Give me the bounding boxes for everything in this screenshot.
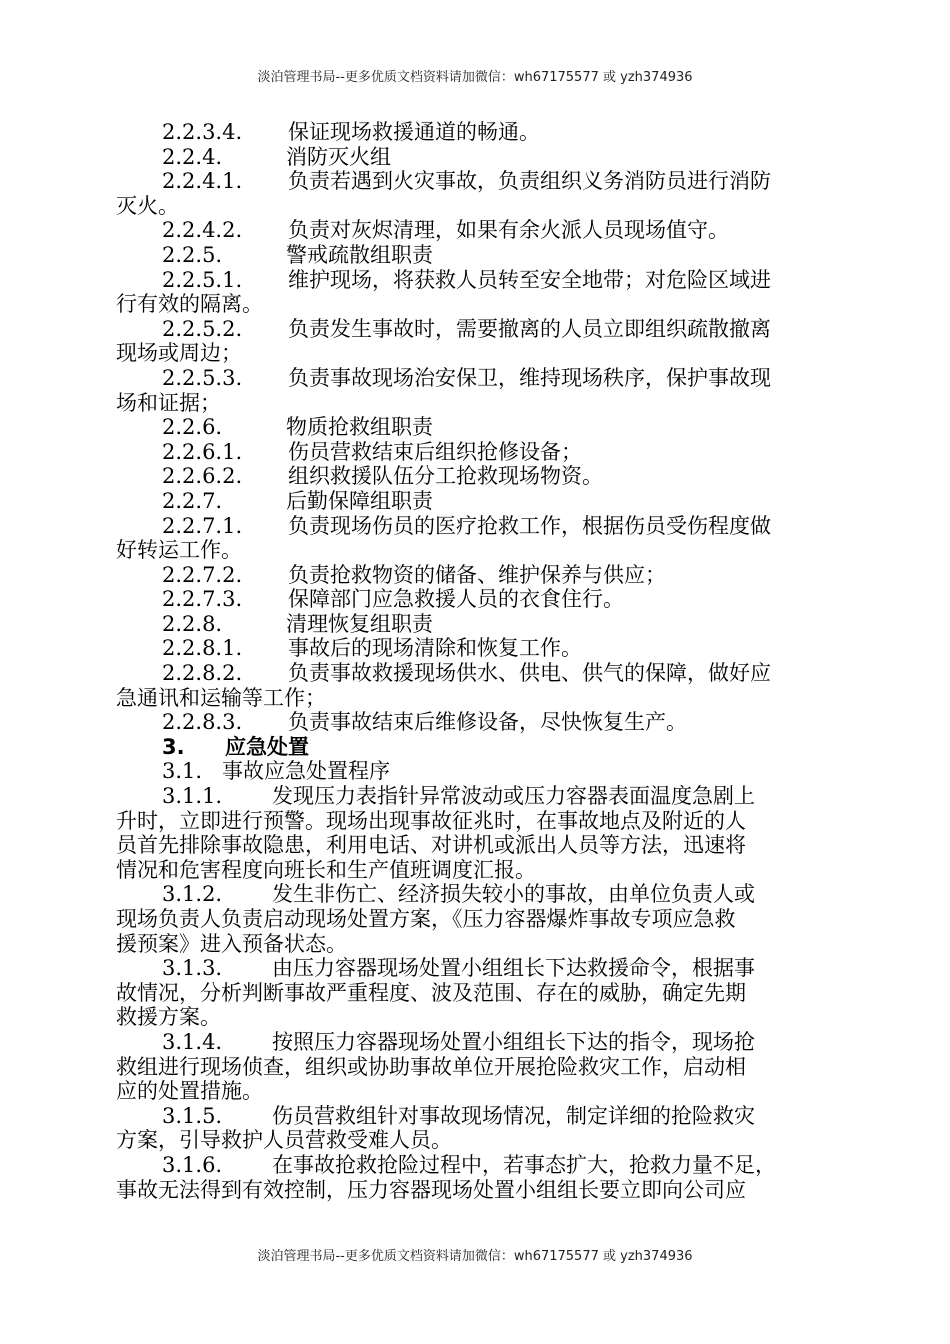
section-number: 2.2.5.3. [162,365,243,390]
line-text: 事故无法得到有效控制，压力容器现场处置小组组长要立即向公司应 [116,1177,746,1202]
section-number: 3.1. [162,759,203,784]
line-text: 升时，立即进行预警。现场出现事故征兆时，在事故地点及附近的人 [116,808,746,833]
document-body [116,120,836,1202]
line-text: 负责对灰烬清理，如果有余火派人员现场值守。 [288,218,729,243]
paragraph-continuation-line [116,981,836,1006]
section-number: 3.1.5. [162,1103,223,1128]
section-number: 2.2.6.2. [162,464,243,489]
numbered-paragraph-line [116,169,836,194]
paragraph-continuation-line [116,932,836,957]
section-number: 2.2.8.3. [162,710,243,735]
section-number: 3. [162,734,185,759]
numbered-paragraph-line [116,120,836,145]
line-text: 负责事故结束后维修设备，尽快恢复生产。 [288,710,687,735]
paragraph-continuation-line [116,686,836,711]
section-number: 2.2.7.3. [162,587,243,612]
section-number: 2.2.7. [162,488,223,513]
numbered-paragraph-line [116,882,836,907]
numbered-paragraph-line [116,735,836,760]
line-text: 情况和危害程度向班长和生产值班调度汇报。 [116,857,536,882]
numbered-paragraph-line [116,464,836,489]
line-text: 好转运工作。 [116,538,242,563]
paragraph-continuation-line [116,292,836,317]
line-text: 清理恢复组职责 [286,611,433,636]
line-text: 负责抢救物资的储备、维护保养与供应； [288,562,666,587]
section-number: 3.1.3. [162,956,223,981]
line-text: 按照压力容器现场处置小组组长下达的指令，现场抢 [272,1029,755,1054]
section-number: 2.2.4.2. [162,218,243,243]
line-text: 场和证据； [116,390,221,415]
section-number: 2.2.6. [162,415,223,440]
numbered-paragraph-line [116,1030,836,1055]
line-text: 伤员营救结束后组织抢修设备； [288,439,582,464]
paragraph-continuation-line [116,538,836,563]
paragraph-continuation-line [116,907,836,932]
numbered-paragraph-line [116,784,836,809]
line-text: 现场负责人负责启动现场处置方案，《压力容器爆炸事故专项应急救 [116,907,736,931]
line-text: 维护现场，将获救人员转至安全地带；对危险区域进 [288,267,771,292]
numbered-paragraph-line [116,489,836,514]
line-text: 救援方案。 [116,1005,221,1030]
line-text: 方案，引导救护人员营救受难人员。 [116,1128,452,1153]
section-number: 2.2.5.1. [162,267,243,292]
line-text: 由压力容器现场处置小组组长下达救援命令，根据事 [272,956,755,981]
paragraph-continuation-line [116,391,836,416]
line-text: 应急处置 [225,734,309,759]
paragraph-continuation-line [116,1079,836,1104]
line-text: 发现压力表指针异常波动或压力容器表面温度急剧上 [272,784,755,809]
line-text: 组织救援队伍分工抢救现场物资。 [288,464,603,489]
page-header: 淡泊管理书局--更多优质文档资料请加微信：wh67175577 或 yzh374936 [257,70,693,85]
numbered-paragraph-line [116,1104,836,1129]
section-number: 3.1.2. [162,882,223,907]
section-number: 2.2.3.4. [162,120,243,144]
line-text: 保障部门应急救援人员的衣食住行。 [288,587,624,612]
line-text: 物质抢救组职责 [286,415,433,440]
section-number: 2.2.4. [162,144,223,169]
numbered-paragraph-line [116,956,836,981]
numbered-paragraph-line [116,317,836,342]
paragraph-continuation-line [116,341,836,366]
numbered-paragraph-line [116,1153,836,1178]
paragraph-continuation-line [116,194,836,219]
line-text: 伤员营救组针对事故现场情况，制定详细的抢险救灾 [272,1103,755,1128]
numbered-paragraph-line [116,243,836,268]
section-number: 2.2.7.1. [162,513,243,538]
numbered-paragraph-line [116,661,836,686]
line-text: 负责事故救援现场供水、供电、供气的保障，做好应 [288,661,771,686]
section-number: 2.2.5.2. [162,316,243,341]
section-number: 3.1.4. [162,1029,223,1054]
paragraph-continuation-line [116,858,836,883]
line-text: 事故应急处置程序 [222,759,390,784]
numbered-paragraph-line [116,366,836,391]
section-number: 2.2.5. [162,242,223,267]
paragraph-continuation-line [116,1055,836,1080]
line-text: 事故后的现场清除和恢复工作。 [288,636,582,661]
line-text: 援预案》进入预备状态。 [116,931,347,956]
paragraph-continuation-line [116,833,836,858]
paragraph-continuation-line [116,1005,836,1030]
line-text: 后勤保障组职责 [286,488,433,513]
section-number: 3.1.6. [162,1152,223,1177]
paragraph-continuation-line [116,1128,836,1153]
numbered-paragraph-line [116,268,836,293]
line-text: 负责现场伤员的医疗抢救工作，根据伤员受伤程度做 [288,513,771,538]
page-footer: 淡泊管理书局--更多优质文档资料请加微信：wh67175577 或 yzh374936 [257,1249,693,1264]
section-number: 2.2.8.2. [162,661,243,686]
line-text: 保证现场救援通道的畅通。 [288,120,540,144]
paragraph-continuation-line [116,1178,836,1203]
line-text: 现场或周边； [116,341,242,366]
line-text: 灭火。 [116,193,179,218]
line-text: 行有效的隔离。 [116,292,263,317]
numbered-paragraph-line [116,218,836,243]
numbered-paragraph-line [116,587,836,612]
line-text: 员首先排除事故隐患，利用电话、对讲机或派出人员等方法，迅速将 [116,833,746,858]
section-number: 2.2.7.2. [162,562,243,587]
line-text: 负责若遇到火灾事故，负责组织义务消防员进行消防 [288,169,771,194]
line-text: 在事故抢救抢险过程中，若事态扩大，抢救力量不足， [272,1152,776,1177]
numbered-paragraph-line [116,612,836,637]
numbered-paragraph-line [116,710,836,735]
numbered-paragraph-line [116,759,836,784]
numbered-paragraph-line [116,415,836,440]
line-text: 急通讯和运输等工作； [116,685,326,710]
section-number: 2.2.8.1. [162,636,243,661]
section-number: 2.2.4.1. [162,169,243,194]
section-number: 2.2.6.1. [162,439,243,464]
line-text: 负责事故现场治安保卫，维持现场秩序，保护事故现 [288,365,771,390]
paragraph-continuation-line [116,809,836,834]
line-text: 应的处置措施。 [116,1079,263,1104]
section-number: 2.2.8. [162,611,223,636]
numbered-paragraph-line [116,563,836,588]
line-text: 警戒疏散组职责 [286,242,433,267]
numbered-paragraph-line [116,440,836,465]
line-text: 故情况，分析判断事故严重程度、波及范围、存在的威胁，确定先期 [116,980,746,1005]
line-text: 救组进行现场侦查，组织或协助事故单位开展抢险救灾工作，启动相 [116,1054,746,1079]
numbered-paragraph-line [116,145,836,170]
numbered-paragraph-line [116,636,836,661]
section-number: 3.1.1. [162,784,223,809]
numbered-paragraph-line [116,514,836,539]
line-text: 负责发生事故时，需要撤离的人员立即组织疏散撤离 [288,316,771,341]
line-text: 发生非伤亡、经济损失较小的事故，由单位负责人或 [272,882,755,907]
line-text: 消防灭火组 [286,144,391,169]
